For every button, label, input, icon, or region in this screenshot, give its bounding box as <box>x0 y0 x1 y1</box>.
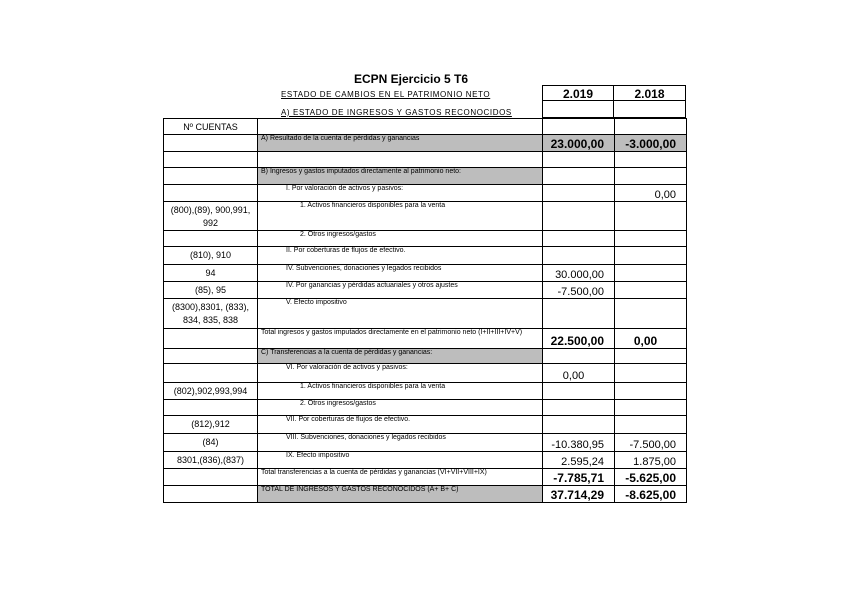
ecpn-table <box>163 118 687 503</box>
statement-header: ESTADO DE CAMBIOS EN EL PATRIMONIO NETO <box>281 90 491 99</box>
cuentas-column-header: Nº CUENTAS <box>164 119 258 135</box>
concept-cell: Total transferencias a la cuenta de pérdidas y ganancias (VI+VII+VIII+IX) <box>258 469 543 486</box>
value-2019-cell <box>543 416 615 434</box>
cuenta-cell <box>164 231 258 247</box>
year-2018-header: 2.018 <box>613 85 686 101</box>
value-2018-cell <box>615 416 687 434</box>
concept-cell: A) Resultado de la cuenta de pérdidas y ganancias <box>258 135 543 152</box>
concept-cell: TOTAL DE INGRESOS Y GASTOS RECONOCIDOS (A+ B+ C) <box>258 486 543 503</box>
value-2019-cell: 23.000,00 <box>543 135 615 152</box>
cuenta-cell: (85), 95 <box>164 282 258 299</box>
value-2018-cell <box>615 265 687 282</box>
cuenta-cell <box>164 400 258 416</box>
table-cell <box>258 119 543 135</box>
header-blank-cell <box>613 101 686 118</box>
statement-subheader: A) ESTADO DE INGRESOS Y GASTOS RECONOCIDOS <box>281 108 512 117</box>
cuenta-cell <box>164 364 258 383</box>
value-2018-cell <box>615 383 687 400</box>
concept-cell: IX. Efecto impositivo <box>258 452 543 469</box>
concept-cell: VI. Por valoración de activos y pasivos: <box>258 364 543 383</box>
value-2019-cell: 37.714,29 <box>543 486 615 503</box>
value-2018-cell: -3.000,00 <box>615 135 687 152</box>
value-2019-cell <box>543 400 615 416</box>
cuenta-cell: (8300),8301, (833), 834, 835, 838 <box>164 299 258 329</box>
value-2019-cell: -7.500,00 <box>543 282 615 299</box>
cuenta-cell <box>164 185 258 202</box>
cuenta-cell <box>164 135 258 152</box>
value-2018-cell <box>615 231 687 247</box>
value-2018-cell <box>615 364 687 383</box>
value-2019-cell <box>543 231 615 247</box>
value-2019-cell <box>543 168 615 185</box>
value-2019-cell <box>543 202 615 231</box>
concept-cell: VII. Por coberturas de flujos de efectivo. <box>258 416 543 434</box>
value-2018-cell: -5.625,00 <box>615 469 687 486</box>
cuenta-cell: 8301,(836),(837) <box>164 452 258 469</box>
concept-cell: Total ingresos y gastos imputados directamente en el patrimonio neto (I+II+III+IV+V) <box>258 329 543 349</box>
value-2019-cell: -7.785,71 <box>543 469 615 486</box>
value-2018-cell: -8.625,00 <box>615 486 687 503</box>
table-cell <box>543 119 615 135</box>
value-2018-cell <box>615 400 687 416</box>
cuenta-cell: (800),(89), 900,991, 992 <box>164 202 258 231</box>
value-2018-cell <box>615 168 687 185</box>
concept-cell: V. Efecto impositivo <box>258 299 543 329</box>
cuenta-cell <box>164 349 258 364</box>
value-2018-cell <box>615 247 687 265</box>
concept-cell: 2. Otros ingresos/gastos <box>258 400 543 416</box>
document-title: ECPN Ejercicio 5 T6 <box>353 72 469 86</box>
value-2018-cell <box>615 152 687 168</box>
year-2019-header: 2.019 <box>542 85 614 101</box>
cuenta-cell: 94 <box>164 265 258 282</box>
cuenta-cell <box>164 329 258 349</box>
value-2018-cell: 1.875,00 <box>615 452 687 469</box>
cuenta-cell <box>164 152 258 168</box>
value-2019-cell <box>543 299 615 329</box>
value-2019-cell: -10.380,95 <box>543 434 615 452</box>
value-2019-cell <box>543 349 615 364</box>
cuenta-cell <box>164 168 258 185</box>
value-2018-cell <box>615 349 687 364</box>
concept-cell: 1. Activos financieros disponibles para la venta <box>258 202 543 231</box>
concept-cell <box>258 152 543 168</box>
cuenta-cell: (812),912 <box>164 416 258 434</box>
concept-cell: B) Ingresos y gastos imputados directamente al patrimonio neto: <box>258 168 543 185</box>
table-cell <box>615 119 687 135</box>
concept-cell: 1. Activos financieros disponibles para la venta <box>258 383 543 400</box>
value-2019-cell <box>543 152 615 168</box>
value-2018-cell: -7.500,00 <box>615 434 687 452</box>
cuenta-cell <box>164 469 258 486</box>
cuenta-cell: (810), 910 <box>164 247 258 265</box>
value-2018-cell: 0,00 <box>615 329 687 349</box>
header-blank-cell <box>542 101 614 118</box>
concept-cell: VIII. Subvenciones, donaciones y legados recibidos <box>258 434 543 452</box>
concept-cell: I. Por valoración de activos y pasivos: <box>258 185 543 202</box>
concept-cell: IV. Subvenciones, donaciones y legados recibidos <box>258 265 543 282</box>
concept-cell: II. Por coberturas de flujos de efectivo. <box>258 247 543 265</box>
value-2019-cell <box>543 185 615 202</box>
value-2019-cell: 22.500,00 <box>543 329 615 349</box>
value-2018-cell: 0,00 <box>615 185 687 202</box>
value-2019-cell: 2.595,24 <box>543 452 615 469</box>
cuenta-cell: (802),902,993,994 <box>164 383 258 400</box>
value-2019-cell: 0,00 <box>543 364 615 383</box>
cuenta-cell <box>164 486 258 503</box>
value-2018-cell <box>615 299 687 329</box>
value-2018-cell <box>615 282 687 299</box>
value-2018-cell <box>615 202 687 231</box>
value-2019-cell <box>543 383 615 400</box>
concept-cell: C) Transferencias a la cuenta de pérdidas y ganancias: <box>258 349 543 364</box>
value-2019-cell: 30.000,00 <box>543 265 615 282</box>
cuenta-cell: (84) <box>164 434 258 452</box>
value-2019-cell <box>543 247 615 265</box>
concept-cell: IV. Por ganancias y pérdidas actuariales y otros ajustes <box>258 282 543 299</box>
concept-cell: 2. Otros ingresos/gastos <box>258 231 543 247</box>
